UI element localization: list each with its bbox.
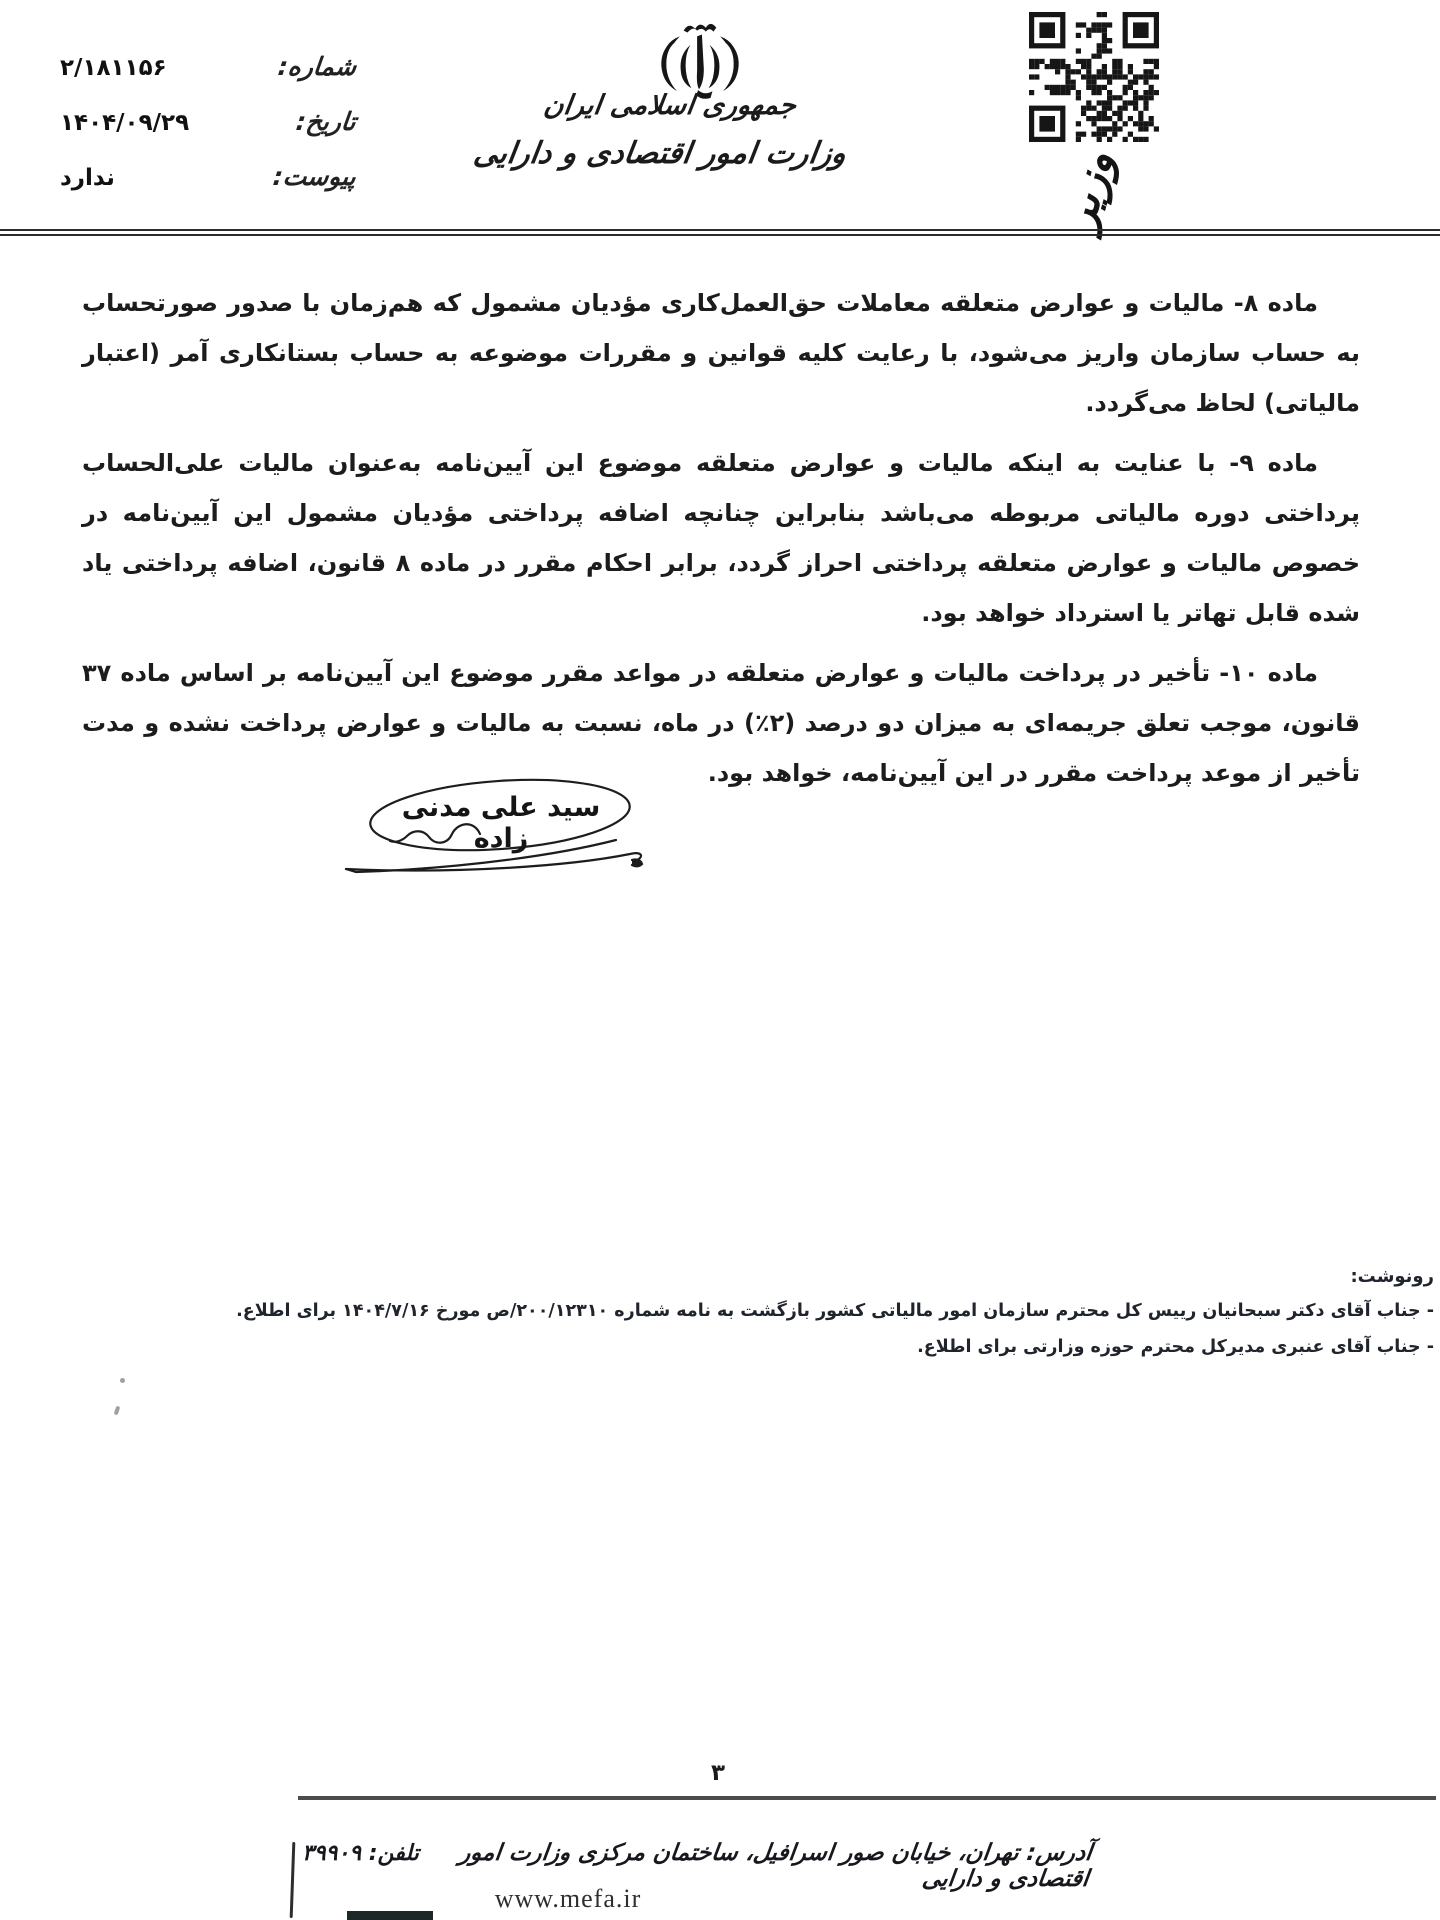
footer-divider (298, 1796, 1436, 1800)
footer-left-mark (290, 1842, 296, 1918)
footer-info (302, 1840, 1094, 1892)
footer-phone: تلفن: ۳۹۹۰۹ (302, 1841, 419, 1866)
article-8-text: مالیات و عوارض متعلقه معاملات حق‌العمل‌کاری مؤدیان مشمول که هم‌زمان با صدور صورتحساب به حساب سازمان واریز می‌شود، با رعایت کلیه قوانین و مقررات موضوعه به حساب بستانکاری آمر (اعتبار مالیاتی) لحاظ می‌گردد. (82, 289, 1360, 417)
attachment-label: پیوست: (271, 162, 358, 191)
cc-item-2: - جناب آقای عنبری مدیرکل محترم حوزه وزارتی برای اطلاع. (917, 1337, 1434, 1357)
cc-item-1: - جناب آقای دکتر سبحانیان رییس کل محترم سازمان امور مالیاتی کشور بازگشت به نامه شماره ۲۰۰/۱۲۳۱۰/ص مورخ ۱۴۰۴/۷/۱۶ برای اطلاع. (236, 1301, 1434, 1321)
article-10-text: تأخیر در پرداخت مالیات و عوارض متعلقه در مواعد مقرر موضوع این آیین‌نامه بر اساس ماده ۳۷ قانون، موجب تعلق جریمه‌ای به میزان دو درصد (۲٪) در ماه، نسبت به مالیات و عوارض پرداخت نشده و مدت تأخیر از موعد پرداخت مقرر در این آیین‌نامه، خواهد بود. (82, 659, 1360, 787)
letter-attachment-row (60, 162, 356, 191)
article-10-title: ماده ۱۰- (1219, 659, 1318, 687)
page-number: ۳ (710, 1760, 726, 1786)
article-9-title: ماده ۹- (1229, 449, 1319, 477)
cc-label: رونوشت: (1350, 1266, 1434, 1287)
article-8-title: ماده ۸- (1233, 289, 1318, 317)
letter-meta (60, 52, 356, 217)
qr-code (1028, 12, 1160, 142)
scan-artifact (120, 1378, 125, 1383)
signature-block (228, 778, 668, 948)
letter-number-row (60, 52, 356, 81)
date-label: تاریخ: (294, 107, 358, 136)
scan-artifact (114, 1406, 121, 1416)
letterhead-country: جمهوری اسلامی ایران (541, 90, 799, 121)
minister-title: وزیر (1052, 144, 1124, 236)
article-8-paragraph (82, 278, 1360, 428)
article-10-paragraph (82, 648, 1360, 798)
signature-name: سید علی مدنی زاده (401, 792, 601, 854)
attachment-value: ندارد (60, 165, 115, 191)
date-value: ۱۴۰۴/۰۹/۲۹ (60, 110, 190, 136)
number-value: ۲/۱۸۱۱۵۶ (60, 55, 167, 81)
bottom-scan-strip (347, 1911, 433, 1920)
header-divider (0, 229, 1440, 236)
article-9-paragraph (82, 438, 1360, 638)
letter-body (82, 278, 1360, 808)
footer-address: آدرس: تهران، خیابان صور اسرافیل، ساختمان مرکزی وزارت امور اقتصادی و دارایی (457, 1840, 1094, 1892)
number-label: شماره: (276, 52, 358, 81)
article-9-text: با عنایت به اینکه مالیات و عوارض متعلقه موضوع این آیین‌نامه به‌عنوان مالیات علی‌الحساب پرداختی دوره مالیاتی مربوطه می‌باشد بنابراین چنانچه اضافه پرداختی مؤدیان مشمول این آیین‌نامه در خصوص مالیات و عوارض متعلقه پرداختی احراز گردد، برابر احکام مقرر در ماده ۸ قانون، اضافه پرداختی یاد شده قابل تهاتر یا استرداد خواهد بود. (82, 449, 1360, 627)
letterhead-ministry: وزارت امور اقتصادی و دارایی (471, 136, 849, 171)
letter-date-row (60, 107, 356, 136)
cc-section (236, 1266, 1434, 1365)
footer-website: www.mefa.ir (494, 1884, 642, 1913)
